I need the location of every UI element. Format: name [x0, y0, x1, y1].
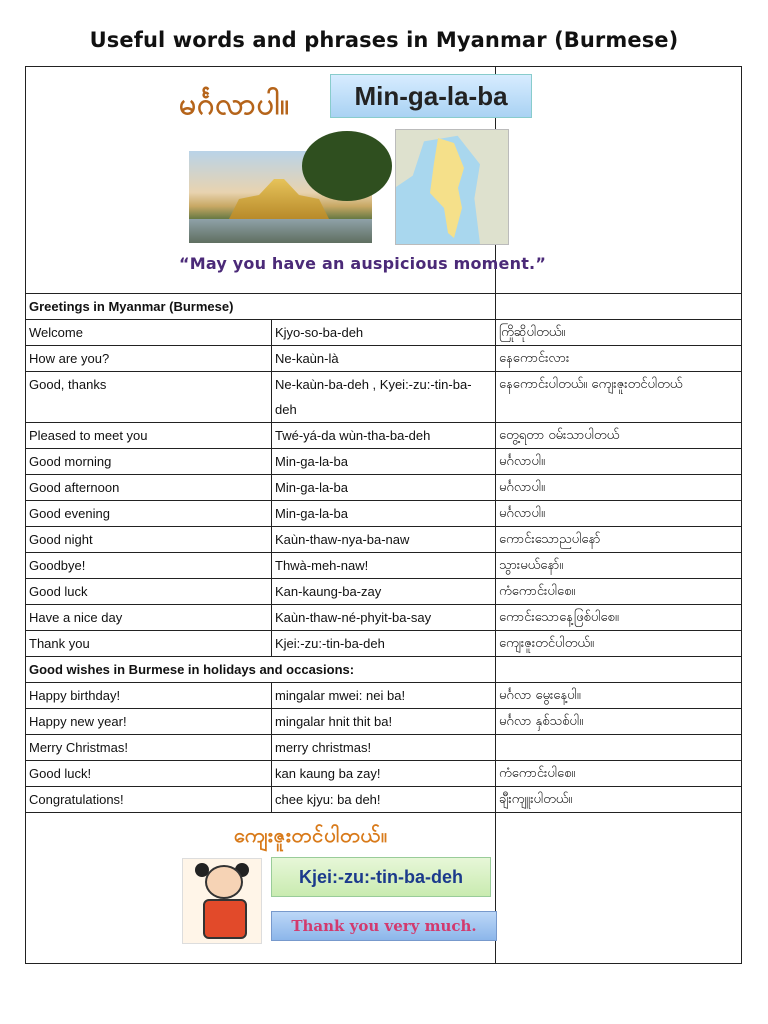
- table-row: [26, 449, 742, 475]
- empty-cell: [496, 657, 742, 683]
- roman-cell: Kan-kaung-ba-zay: [272, 579, 496, 605]
- table-row: [26, 605, 742, 631]
- greeting-myanmar-graphic: မင်္ဂလာပါ။: [179, 87, 291, 122]
- empty-cell: [496, 294, 742, 320]
- myanmar-cell: ကြိုဆိုပါတယ်။: [496, 320, 742, 346]
- top-graphic-cell: [26, 67, 547, 294]
- myanmar-cell: ကံကောင်းပါစေ။: [496, 579, 742, 605]
- myanmar-cell: မင်္ဂလာ မွေးနေ့ပါ။: [496, 683, 742, 709]
- pagoda-photo: [189, 151, 372, 243]
- roman-cell: Ne-kaùn-là: [272, 346, 496, 372]
- english-cell: Good afternoon: [26, 475, 272, 501]
- myanmar-map-image: [395, 129, 509, 245]
- myanmar-cell: ကံကောင်းပါစေ။: [496, 761, 742, 787]
- table-row: [26, 527, 742, 553]
- myanmar-cell: တွေ့ရတာ ဝမ်းသာပါတယ်: [496, 423, 742, 449]
- table-row: [26, 320, 742, 346]
- english-cell: Pleased to meet you: [26, 423, 272, 449]
- table-row: [26, 735, 742, 761]
- roman-cell: Min-ga-la-ba: [272, 449, 496, 475]
- myanmar-cell: မင်္ဂလာပါ။: [496, 449, 742, 475]
- thanks-roman-banner: Kjei:-zu:-tin-ba-deh: [271, 857, 491, 897]
- english-cell: Good morning: [26, 449, 272, 475]
- english-cell: Goodbye!: [26, 553, 272, 579]
- table-row: [26, 579, 742, 605]
- english-cell: Happy new year!: [26, 709, 272, 735]
- myanmar-cell: [496, 735, 742, 761]
- myanmar-cell: မင်္ဂလာ နှစ်သစ်ပါ။: [496, 709, 742, 735]
- english-cell: Good night: [26, 527, 272, 553]
- roman-cell: Kaùn-thaw-né-phyit-ba-say: [272, 605, 496, 631]
- english-cell: Merry Christmas!: [26, 735, 272, 761]
- myanmar-cell: ကျေးဇူးတင်ပါတယ်။: [496, 631, 742, 657]
- english-cell: Good, thanks: [26, 372, 272, 423]
- english-cell: Welcome: [26, 320, 272, 346]
- myanmar-cell: မင်္ဂလာပါ။: [496, 501, 742, 527]
- myanmar-cell: နေကောင်းလား: [496, 346, 742, 372]
- english-cell: How are you?: [26, 346, 272, 372]
- table-row: [26, 346, 742, 372]
- table-row: [26, 475, 742, 501]
- table-row: [26, 553, 742, 579]
- english-cell: Congratulations!: [26, 787, 272, 813]
- english-cell: Thank you: [26, 631, 272, 657]
- greetings-heading: Greetings in Myanmar (Burmese): [26, 294, 496, 320]
- roman-cell: Min-ga-la-ba: [272, 475, 496, 501]
- table-row: [26, 372, 742, 423]
- table-row: [26, 683, 742, 709]
- roman-cell: mingalar mwei: nei ba!: [272, 683, 496, 709]
- myanmar-cell: ကောင်းသောညပါနော်: [496, 527, 742, 553]
- doll-image: [182, 858, 262, 944]
- roman-cell: Ne-kaùn-ba-deh , Kyei:-zu:-tin-ba-deh: [272, 372, 496, 423]
- roman-cell: Kaùn-thaw-nya-ba-naw: [272, 527, 496, 553]
- myanmar-cell: မင်္ဂလာပါ။: [496, 475, 742, 501]
- thanks-english-banner: Thank you very much.: [271, 911, 497, 941]
- roman-cell: chee kjyu: ba deh!: [272, 787, 496, 813]
- myanmar-cell: နေကောင်းပါတယ်။ ကျေးဇူးတင်ပါတယ်: [496, 372, 742, 423]
- roman-cell: kan kaung ba zay!: [272, 761, 496, 787]
- bottom-graphic-cell: [26, 813, 496, 964]
- table-row: [26, 761, 742, 787]
- english-cell: Good luck: [26, 579, 272, 605]
- thanks-myanmar-graphic: ကျေးဇူးတင်ပါတယ်။: [234, 823, 389, 847]
- roman-cell: Kjei:-zu:-tin-ba-deh: [272, 631, 496, 657]
- table-row: [26, 787, 742, 813]
- roman-cell: Thwà-meh-naw!: [272, 553, 496, 579]
- english-cell: Good luck!: [26, 761, 272, 787]
- table-row: [26, 709, 742, 735]
- english-cell: Good evening: [26, 501, 272, 527]
- roman-cell: merry christmas!: [272, 735, 496, 761]
- myanmar-cell: ချီးကျူးပါတယ်။: [496, 787, 742, 813]
- table-row: [26, 501, 742, 527]
- table-row: [26, 423, 742, 449]
- greeting-roman-banner: Min-ga-la-ba: [330, 74, 532, 118]
- roman-cell: mingalar hnit thit ba!: [272, 709, 496, 735]
- bottom-graphic-empty-cell: [496, 813, 742, 964]
- roman-cell: Kjyo-so-ba-deh: [272, 320, 496, 346]
- table-row: [26, 631, 742, 657]
- english-cell: Happy birthday!: [26, 683, 272, 709]
- roman-cell: Min-ga-la-ba: [272, 501, 496, 527]
- wishes-heading: Good wishes in Burmese in holidays and occasions:: [26, 657, 496, 683]
- phrases-table: [25, 66, 742, 964]
- myanmar-cell: သွားမယ်နော်။: [496, 553, 742, 579]
- myanmar-cell: ကောင်းသောနေ့ဖြစ်ပါစေ။: [496, 605, 742, 631]
- page-title: Useful words and phrases in Myanmar (Burmese): [89, 28, 679, 52]
- english-cell: Have a nice day: [26, 605, 272, 631]
- roman-cell: Twé-yá-da wùn-tha-ba-deh: [272, 423, 496, 449]
- tagline: “May you have an auspicious moment.”: [179, 254, 547, 273]
